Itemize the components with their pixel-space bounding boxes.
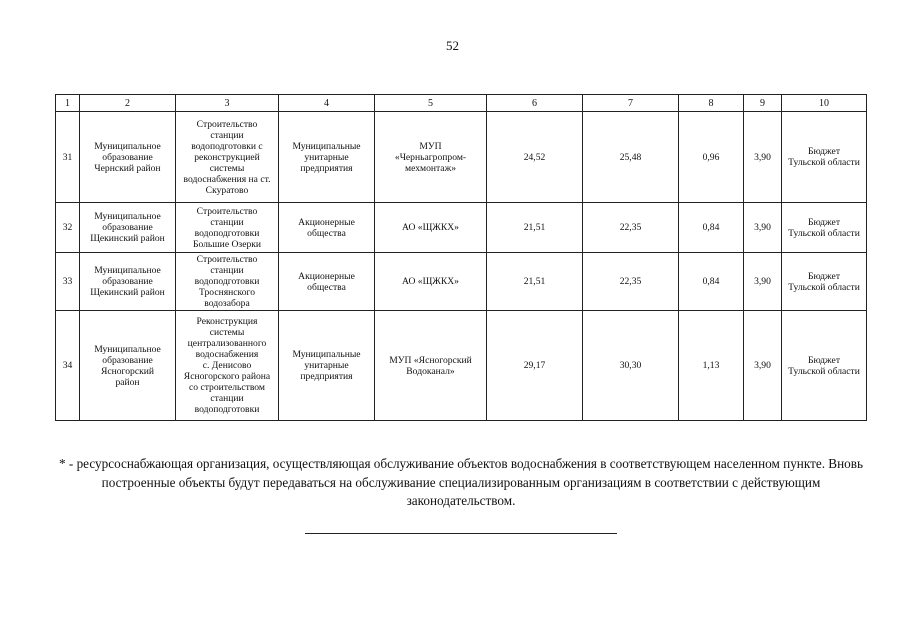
value-col6: 29,17 — [487, 311, 583, 421]
cell-line: Большие Озерки — [192, 238, 262, 250]
cell-line: мехмонтаж» — [405, 162, 456, 174]
cell-line: район — [115, 376, 140, 388]
cell-line: станции — [210, 393, 244, 404]
cell-line: станции — [210, 129, 244, 141]
value-col8: 0,96 — [679, 112, 744, 203]
cell-line: Строительство — [196, 254, 258, 265]
org-form-cell — [279, 112, 375, 203]
municipality-cell — [80, 253, 176, 311]
column-header: 7 — [583, 95, 679, 112]
cell-line: образование — [102, 151, 153, 163]
cell-line: Тульской области — [788, 227, 860, 239]
cell-line: Ясногорского района — [183, 371, 271, 382]
object-cell — [176, 112, 279, 203]
table-row — [56, 112, 867, 203]
column-header: 6 — [487, 95, 583, 112]
table-row — [56, 311, 867, 421]
cell-line: системы — [209, 327, 245, 338]
cell-line: водозабора — [204, 298, 250, 309]
municipality-cell — [80, 311, 176, 421]
cell-line: унитарные — [304, 151, 349, 163]
object-cell — [176, 203, 279, 253]
cell-line: Чернский район — [94, 162, 161, 174]
value-col9: 3,90 — [744, 112, 782, 203]
cell-line: Муниципальные — [292, 349, 361, 360]
value-col8: 1,13 — [679, 311, 744, 421]
data-table — [55, 94, 867, 421]
org-form-cell — [279, 311, 375, 421]
cell-line: Бюджет — [807, 146, 841, 157]
organization-cell — [375, 311, 487, 421]
column-header: 3 — [176, 95, 279, 112]
cell-line: «Черньагропром- — [394, 151, 467, 163]
municipality-cell — [80, 203, 176, 253]
cell-line: АО «ЩЖКХ» — [402, 222, 459, 233]
organization-cell — [375, 253, 487, 311]
cell-line: Муниципальное — [94, 343, 161, 355]
value-col9: 3,90 — [744, 203, 782, 253]
org-form-cell — [279, 203, 375, 253]
cell-line: Акционерные — [298, 216, 355, 228]
cell-line: Строительство — [196, 118, 258, 130]
cell-line: Акционерные — [298, 270, 355, 282]
value-col9: 3,90 — [744, 311, 782, 421]
table-row — [56, 203, 867, 253]
cell-line: Троснянского — [199, 287, 255, 298]
row-number: 31 — [56, 112, 80, 203]
funding-source-cell — [782, 253, 867, 311]
cell-line: Бюджет — [807, 216, 841, 228]
cell-line: общества — [307, 281, 346, 293]
funding-source-cell — [782, 112, 867, 203]
cell-line: водоподготовки — [194, 227, 260, 239]
value-col7: 22,35 — [583, 253, 679, 311]
cell-line: станции — [210, 216, 244, 228]
cell-line: Муниципальное — [94, 265, 161, 276]
cell-line: Водоканал» — [406, 365, 455, 377]
value-col7: 30,30 — [583, 311, 679, 421]
organization-cell — [375, 203, 487, 253]
column-header: 1 — [56, 95, 80, 112]
cell-line: Скуратово — [205, 184, 249, 196]
municipality-cell — [80, 112, 176, 203]
org-form-cell — [279, 253, 375, 311]
page-number: 52 — [446, 38, 459, 53]
cell-line: МУП — [419, 140, 442, 152]
value-col9: 3,90 — [744, 253, 782, 311]
cell-line: со строительством — [189, 382, 265, 393]
row-number: 33 — [56, 253, 80, 311]
cell-line: образование — [102, 354, 153, 366]
value-col7: 22,35 — [583, 203, 679, 253]
table-row — [56, 253, 867, 311]
value-col6: 21,51 — [487, 253, 583, 311]
cell-line: унитарные — [304, 360, 349, 371]
value-col6: 24,52 — [487, 112, 583, 203]
value-col8: 0,84 — [679, 203, 744, 253]
cell-line: образование — [102, 276, 153, 287]
organization-cell — [375, 112, 487, 203]
cell-line: Муниципальное — [94, 211, 161, 222]
cell-line: Щекинский район — [90, 287, 165, 298]
cell-line: водоснабжения — [195, 349, 259, 360]
table-body — [56, 112, 867, 421]
cell-line: Тульской области — [788, 157, 860, 168]
column-header: 10 — [782, 95, 867, 112]
header-row — [56, 95, 867, 112]
cell-line: Щекинский район — [90, 233, 165, 244]
cell-line: предприятия — [300, 371, 353, 382]
row-number: 32 — [56, 203, 80, 253]
column-header: 4 — [279, 95, 375, 112]
row-number: 34 — [56, 311, 80, 421]
cell-line: Ясногорский — [100, 365, 155, 377]
cell-line: водоподготовки — [194, 404, 260, 415]
cell-line: с. Денисово — [202, 360, 252, 371]
column-header: 8 — [679, 95, 744, 112]
column-header: 9 — [744, 95, 782, 112]
value-col7: 25,48 — [583, 112, 679, 203]
footnote: * - ресурсоснабжающая организация, осуществляющая обслуживание объектов водоснабжения в соответствующем населенном пункте. Вновь построенные объекты будут передаваться на обслуживание специализированным организациям в соответствии с действующим законодательством. — [59, 456, 863, 508]
value-col6: 21,51 — [487, 203, 583, 253]
cell-line: водоподготовки — [194, 276, 260, 287]
cell-line: водоснабжения на ст. — [183, 173, 271, 185]
cell-line: Строительство — [196, 205, 258, 217]
cell-line: образование — [102, 222, 153, 233]
object-cell — [176, 311, 279, 421]
closing-rule — [305, 533, 617, 534]
object-cell — [176, 253, 279, 311]
column-header: 5 — [375, 95, 487, 112]
cell-line: водоподготовки с — [191, 140, 263, 152]
cell-line: централизованного — [187, 338, 267, 349]
cell-line: предприятия — [300, 162, 353, 174]
cell-line: станции — [210, 265, 244, 276]
value-col8: 0,84 — [679, 253, 744, 311]
column-header: 2 — [80, 95, 176, 112]
cell-line: Реконструкция — [196, 316, 258, 327]
cell-line: АО «ЩЖКХ» — [402, 276, 459, 287]
cell-line: Тульской области — [788, 365, 860, 377]
cell-line: Муниципальное — [94, 140, 161, 152]
cell-line: Бюджет — [807, 270, 841, 282]
cell-line: системы — [209, 162, 245, 174]
cell-line: Тульской области — [788, 281, 860, 293]
cell-line: общества — [307, 227, 346, 239]
cell-line: Бюджет — [807, 354, 841, 366]
cell-line: реконструкцией — [194, 151, 260, 163]
cell-line: Муниципальные — [292, 140, 361, 152]
funding-source-cell — [782, 203, 867, 253]
funding-source-cell — [782, 311, 867, 421]
cell-line: МУП «Ясногорский — [389, 354, 472, 366]
